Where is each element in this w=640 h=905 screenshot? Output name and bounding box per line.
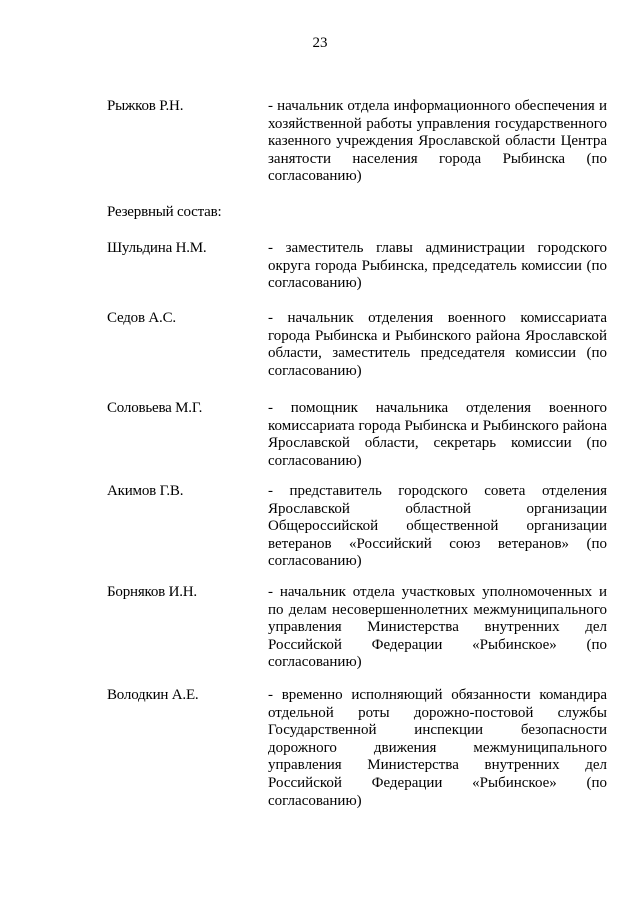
page-number: 23 bbox=[312, 35, 328, 51]
reserve-composition-heading-row bbox=[107, 204, 607, 222]
member-name: Акимов Г.В. bbox=[107, 483, 184, 499]
member-role: - представитель городского совета отделения Ярославской областной организации Общероссийской общественной организации ветеранов «Российский союз ветеранов» (по согласованию) bbox=[268, 483, 607, 570]
member-role: - заместитель главы администрации городского округа города Рыбинска, председатель комиссии (по согласованию) bbox=[268, 240, 607, 292]
member-role: - начальник отделения военного комиссариата города Рыбинска и Рыбинского района Ярославской области, заместитель председателя комиссии (по согласованию) bbox=[268, 310, 607, 379]
member-role: - временно исполняющий обязанности командира отдельной роты дорожно-постовой службы Государственной инспекции безопасности дорожного движения межмуниципального управления Министерства внутренних дел Российской Федерации «Рыбинское» (по согласованию) bbox=[268, 687, 607, 809]
member-role: - начальник отдела информационного обеспечения и хозяйственной работы управления государственного казенного учреждения Ярославской области Центра занятости населения города Рыбинска (по согласованию) bbox=[268, 98, 607, 185]
member-role: - начальник отдела участковых уполномоченных и по делам несовершеннолетних межмуниципального управления Министерства внутренних дел Российской Федерации «Рыбинское» (по согласованию) bbox=[268, 584, 607, 671]
reserve-composition-heading: Резервный состав: bbox=[107, 204, 222, 220]
member-name: Шульдина Н.М. bbox=[107, 240, 207, 256]
member-name: Володкин А.Е. bbox=[107, 687, 199, 703]
member-role: - помощник начальника отделения военного комиссариата города Рыбинска и Рыбинского района Ярославской области, секретарь комиссии (по согласованию) bbox=[268, 400, 607, 469]
member-name: Рыжков Р.Н. bbox=[107, 98, 184, 114]
member-name: Соловьева М.Г. bbox=[107, 400, 203, 416]
member-name: Борняков И.Н. bbox=[107, 584, 197, 600]
member-name: Седов А.С. bbox=[107, 310, 176, 326]
